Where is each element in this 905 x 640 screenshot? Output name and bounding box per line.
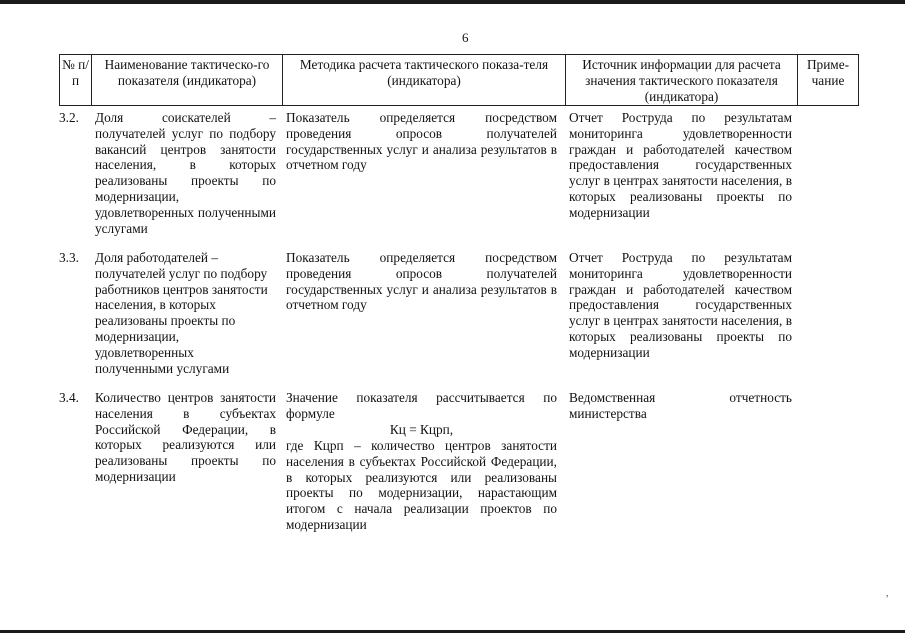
- formula: Кц = Кцрп,: [389, 422, 454, 437]
- row-number: 3.4.: [59, 390, 79, 405]
- row-method-intro: Значение показателя рассчитывается по формуле: [286, 390, 557, 421]
- row-source: Отчет Роструда по результатам мониторинга удовлетворенности граждан и работодателей качеством предоставления государственных услуг в центрах занятости населения, в которых реализованы проекты по модернизации: [569, 250, 792, 360]
- header-name: Наименование тактическо-го показателя (индикатора): [104, 57, 270, 88]
- row-method: Показатель определяется посредством проведения опросов получателей государственных услуг и анализа результатов в отчетном году: [286, 110, 557, 173]
- scan-mark: ,: [886, 588, 889, 599]
- header-num: № п/п: [62, 57, 89, 88]
- column-divider: [797, 54, 798, 106]
- row-number: 3.2.: [59, 110, 79, 125]
- header-source: Источник информации для расчета значения тактического показателя (индикатора): [582, 57, 781, 104]
- column-divider: [565, 54, 566, 106]
- header-note: Приме-чание: [806, 57, 850, 88]
- page-number: 6: [462, 30, 469, 45]
- top-border: [0, 0, 905, 4]
- row-number: 3.3.: [59, 250, 79, 265]
- row-method: Показатель определяется посредством проведения опросов получателей государственных услуг и анализа результатов в отчетном году: [286, 250, 557, 313]
- column-divider: [282, 54, 283, 106]
- row-name: Количество центров занятости населения в субъектах Российской Федерации, в которых реализуются или реализованы проекты по модернизации: [95, 390, 276, 484]
- row-method-where: где Кцрп – количество центров занятости населения в субъектах Российской Федерации, в которых реализуются или реализованы проекты по модернизации, нарастающим итогом с начала реализации проектов по модернизации: [286, 438, 557, 532]
- row-name: Доля соискателей – получателей услуг по подбору вакансий центров занятости населения, в которых реализованы проекты по модернизации, удовлетворенных полученными услугами: [95, 110, 276, 236]
- header-method: Методика расчета тактического показа-теля (индикатора): [299, 57, 549, 88]
- row-source: Ведомственная отчетность министерства: [569, 390, 792, 421]
- row-name: Доля работодателей – получателей услуг по подбору работников центров занятости населения, в которых реализованы проекты по модернизации, удовлетворенных полученными услугами: [95, 250, 268, 376]
- column-divider: [91, 54, 92, 106]
- bottom-border: [0, 630, 905, 633]
- row-source: Отчет Роструда по результатам мониторинга удовлетворенности граждан и работодателей качеством предоставления государственных услуг в центрах занятости населения, в которых реализованы проекты по модернизации: [569, 110, 792, 220]
